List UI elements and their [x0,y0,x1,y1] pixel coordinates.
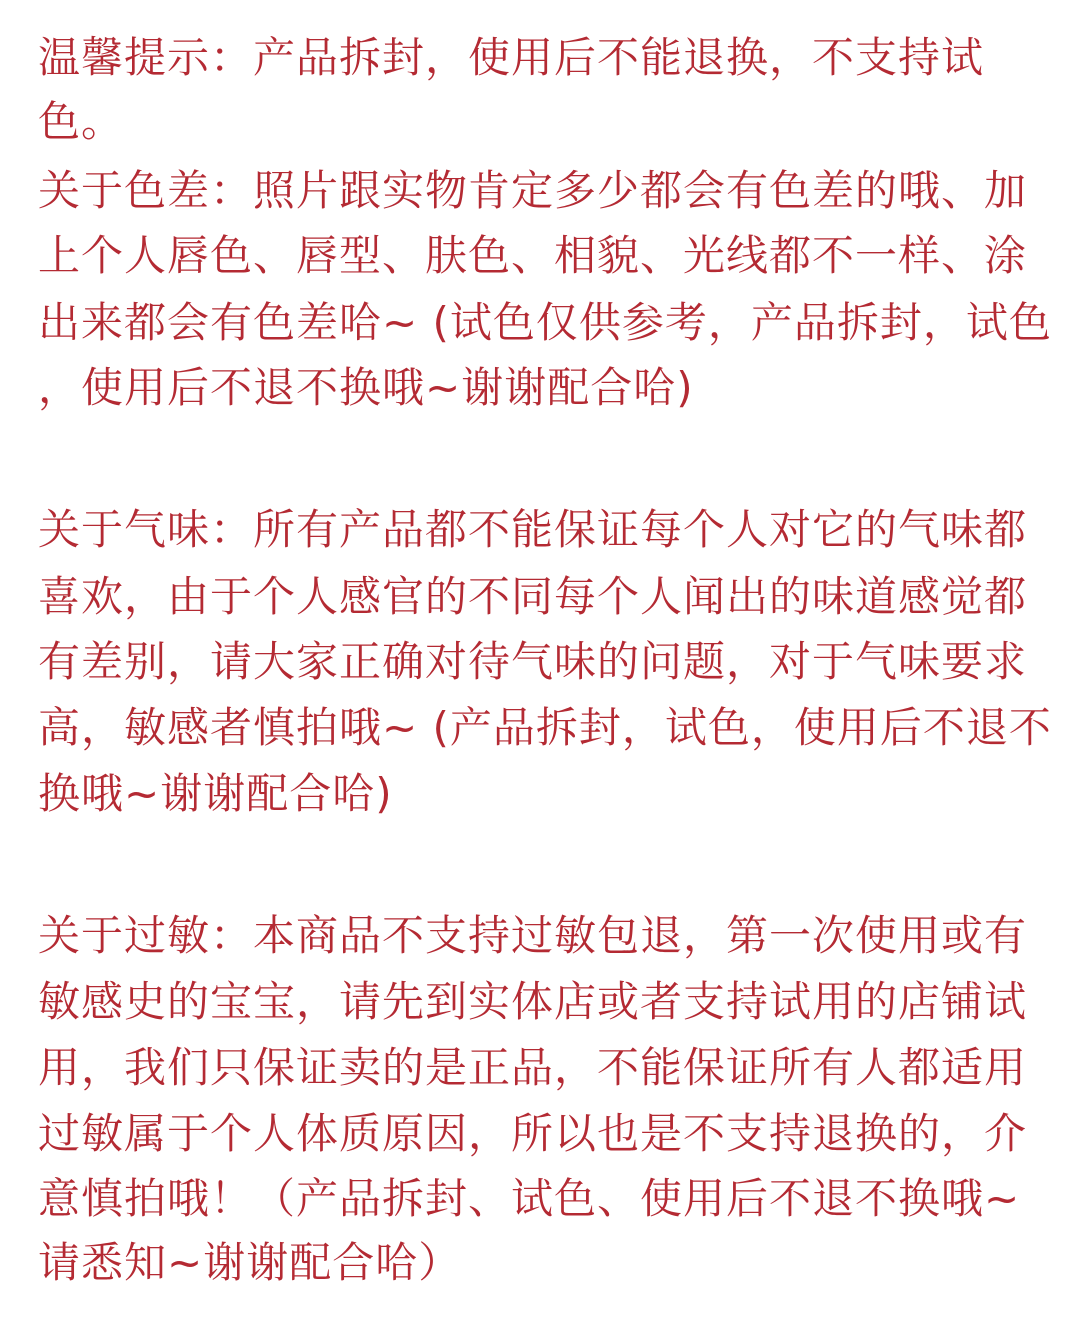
color-difference-text-line: 关于色差：照片跟实物肯定多少都会有色差的哦、加 [38,166,1028,215]
allergy-text-line: 意慎拍哦！（产品拆封、试色、使用后不退不换哦~ [38,1174,1021,1223]
color-difference-text-line: 上个人唇色、唇型、肤色、相貌、光线都不一样、涂 [38,231,1028,280]
color-difference-text-line: ，使用后不退不换哦~谢谢配合哈) [38,363,694,412]
allergy-text-line: 用，我们只保证卖的是正品，不能保证所有人都适用 [38,1043,1028,1092]
scent-text-line: 高，敏感者慎拍哦~ (产品拆封，试色，使用后不退不 [38,703,1052,752]
scent-text-line: 关于气味：所有产品都不能保证每个人对它的气味都 [38,505,1028,554]
allergy-text-line: 关于过敏：本商品不支持过敏包退，第一次使用或有 [38,911,1028,960]
allergy-text-line: 敏感史的宝宝，请先到实体店或者支持试用的店铺试 [38,977,1028,1026]
scent-text-line: 有差别，请大家正确对待气味的问题，对于气味要求 [38,637,1028,686]
allergy-text-line: 过敏属于个人体质原因，所以也是不支持退换的，介 [38,1109,1028,1158]
scent-text-line: 换哦~谢谢配合哈) [38,769,393,818]
scent-text-line: 喜欢，由于个人感官的不同每个人闻出的味道感觉都 [38,572,1028,621]
notice-text-line: 温馨提示：产品拆封，使用后不能退换，不支持试 [38,33,985,82]
color-difference-text-line: 出来都会有色差哈~ (试色仅供参考，产品拆封，试色 [38,298,1052,347]
allergy-text-line: 请悉知~谢谢配合哈） [38,1238,462,1287]
notice-text-line: 色。 [38,97,125,146]
